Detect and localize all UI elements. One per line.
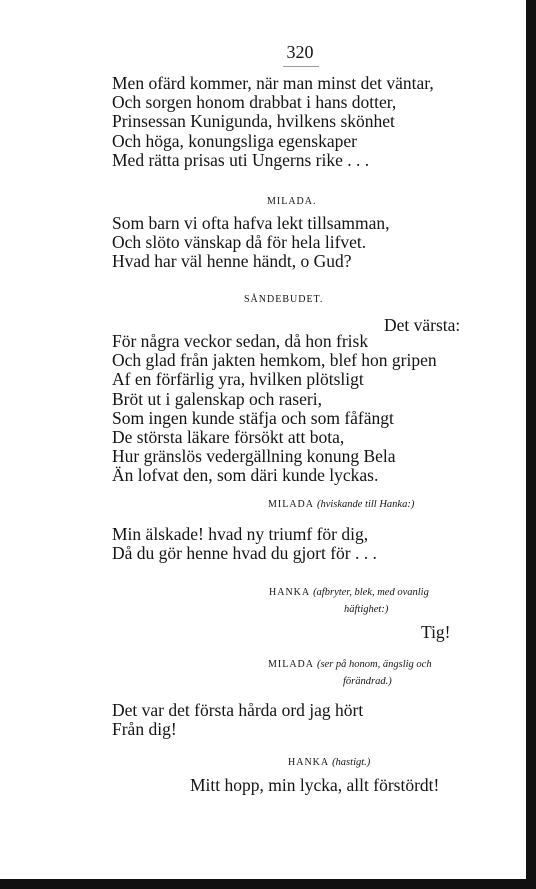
header-rule: [283, 66, 319, 67]
verse-block-4: [112, 525, 377, 563]
verse-line-indented: Mitt hopp, min lycka, allt förstördt!: [190, 775, 440, 795]
verse-line: Bröt ut i galenskap och raseri,: [112, 388, 322, 409]
verse-line: Och höga, konungsliga egenskaper: [112, 130, 357, 151]
verse-line: För några veckor sedan, då hon frisk: [112, 331, 369, 351]
speaker-name: MILADA: [268, 659, 314, 670]
verse-block-2: [112, 214, 390, 272]
speaker-name: SÅNDEBUDET.: [244, 294, 324, 305]
speaker-line: [268, 659, 432, 670]
verse-line: Prinsessan Kunigunda, hvilkens skönhet: [112, 111, 395, 132]
verse-line: Då du gör henne hvad du gjort för . . .: [112, 543, 377, 564]
stage-direction: (hviskande till Hanka:): [316, 499, 415, 510]
stage-direction-continued: häftighet:): [344, 604, 389, 615]
speaker-name: HANKA: [288, 757, 329, 768]
verse-block-6: [112, 701, 363, 739]
verse-line: Från dig!: [112, 719, 177, 740]
verse-line: Det var det första hårda ord jag hört: [112, 700, 364, 720]
verse-line: Som ingen kunde stäfja och som fåfängt: [112, 407, 394, 428]
verse-line: Hur gränslös vedergällning konung Bela: [112, 446, 396, 467]
verse-block-3: [112, 332, 437, 486]
stage-direction: (afbryter, blek, med ovanlig: [313, 587, 429, 598]
speaker-line: [288, 757, 370, 768]
speaker-line: [269, 587, 429, 598]
speaker-name: MILADA: [268, 499, 314, 510]
verse-line: Som barn vi ofta hafva lekt tillsamman,: [112, 213, 390, 233]
verse-line: Och sorgen honom drabbat i hans dotter,: [112, 92, 397, 113]
page-number: 320: [286, 42, 314, 62]
verse-line: Och slöto vänskap då för hela lifvet.: [112, 232, 367, 253]
verse-line-indented: Tig!: [421, 622, 451, 642]
verse-line: De största läkare försökt att bota,: [112, 427, 345, 448]
stage-direction-continued: förändrad.): [343, 676, 392, 687]
verse-line: Af en förfärlig yra, hvilken plötsligt: [112, 369, 364, 390]
scan-edge-right: [526, 0, 536, 889]
verse-line: Men ofärd kommer, när man minst det väntar,: [112, 73, 434, 93]
stage-direction: (hastigt.): [332, 757, 371, 768]
speaker-line: [268, 499, 414, 510]
verse-line: Med rätta prisas uti Ungerns rike . . .: [112, 149, 370, 170]
verse-line: Och glad från jakten hemkom, blef hon gripen: [112, 350, 437, 371]
scan-edge-bottom: [0, 879, 536, 889]
verse-line-indented: Det värsta:: [384, 315, 461, 335]
stage-direction: (ser på honom, ängslig och: [316, 659, 432, 670]
speaker-name: HANKA: [269, 587, 310, 598]
verse-line: Än lofvat den, som däri kunde lyckas.: [112, 465, 379, 486]
verse-block-1: [112, 74, 434, 170]
speaker-name: MILADA.: [267, 196, 317, 207]
verse-line: Hvad har väl henne händt, o Gud?: [112, 251, 352, 272]
verse-line: Min älskade! hvad ny triumf för dig,: [112, 524, 369, 544]
